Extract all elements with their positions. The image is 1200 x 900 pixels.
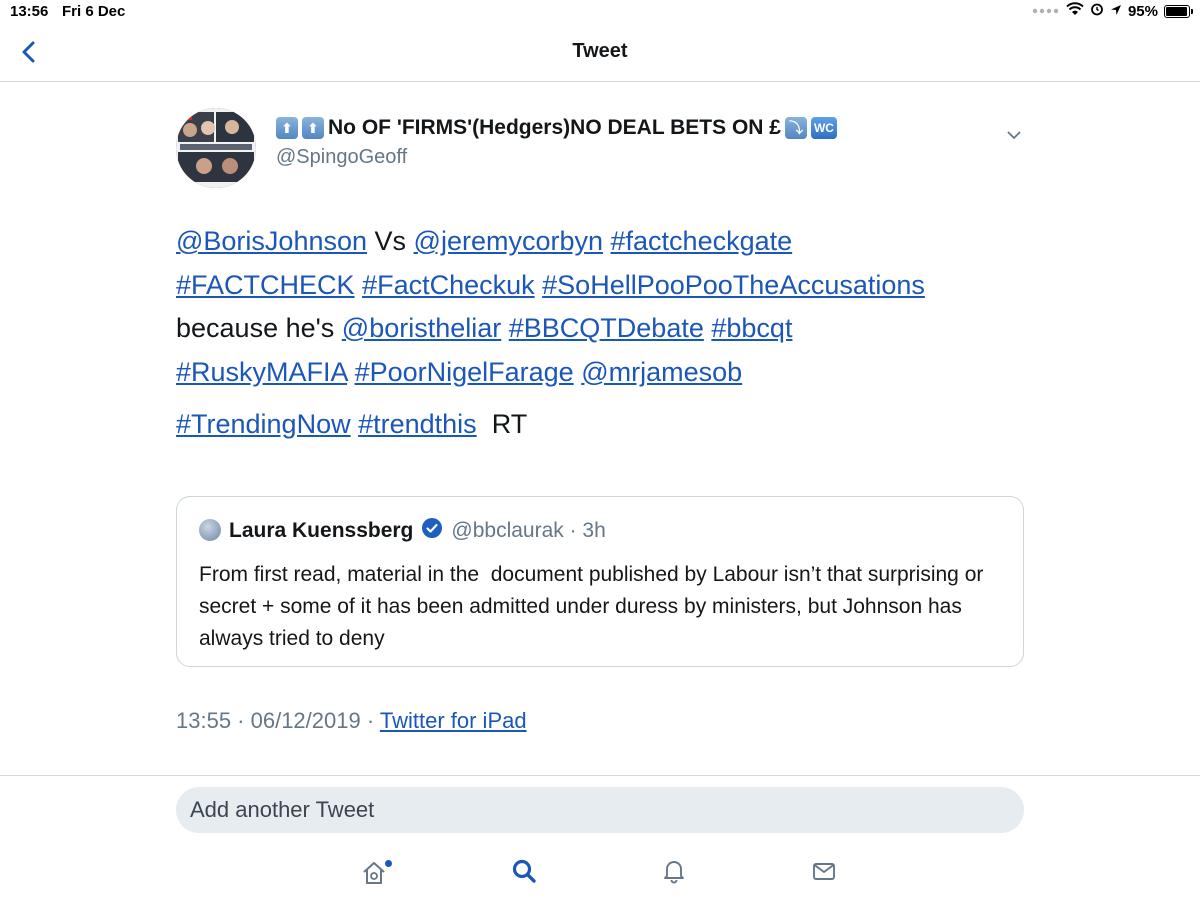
quoted-header <box>229 517 606 545</box>
tab-search[interactable] <box>506 855 542 891</box>
hashtag-link[interactable]: #bbcqt <box>711 313 793 343</box>
page-title: Tweet <box>572 40 628 62</box>
hashtag-link[interactable]: #BBCQTDebate <box>508 313 704 343</box>
notifications-icon <box>661 858 687 889</box>
status-indicators <box>1032 2 1190 20</box>
search-icon <box>511 858 537 889</box>
tweet-meta <box>176 708 527 734</box>
up-arrow-emoji-icon: ⬆ <box>302 117 324 139</box>
hashtag-link[interactable]: #trendthis <box>358 409 477 439</box>
messages-icon <box>811 858 837 889</box>
tweet-timestamp: 13:55 · 06/12/2019 · <box>176 708 380 733</box>
wifi-icon <box>1066 2 1084 20</box>
down-arrow-emoji-icon: ⤵ <box>785 117 807 139</box>
alarm-icon <box>1090 2 1104 20</box>
tab-bar <box>0 845 1200 900</box>
tweet-text-fragment: because he's <box>176 313 342 343</box>
tweet-line <box>176 403 1026 447</box>
display-name-text: No OF 'FIRMS'(Hedgers)NO DEAL BETS ON £ <box>328 116 781 139</box>
mention-link[interactable]: @boristheliar <box>341 313 502 343</box>
status-time: 13:56 <box>10 3 49 20</box>
tab-home[interactable] <box>356 855 392 891</box>
tweet-line <box>176 264 1026 308</box>
display-name[interactable] <box>276 116 837 140</box>
up-arrow-emoji-icon: ⬆ <box>276 117 298 139</box>
quoted-handle-time: @bbclaurak · 3h <box>451 519 606 542</box>
tweet-text-fragment: RT <box>476 409 528 439</box>
wc-emoji-icon: WC <box>811 117 837 139</box>
mention-link[interactable]: @BorisJohnson <box>176 226 368 256</box>
status-bar <box>0 0 1200 26</box>
battery-icon <box>1164 5 1190 18</box>
quoted-avatar <box>199 519 221 541</box>
nav-bar <box>0 26 1200 82</box>
tweet-line <box>176 307 1026 351</box>
tweet-line <box>176 220 1026 264</box>
quoted-name: Laura Kuenssberg <box>229 519 414 542</box>
hashtag-link[interactable]: #RuskyMAFIA <box>176 356 348 387</box>
hashtag-link[interactable]: #TrendingNow <box>176 409 351 439</box>
avatar[interactable] <box>176 108 256 188</box>
hashtag-link[interactable]: #factcheckgate <box>610 226 793 256</box>
home-icon <box>361 860 387 886</box>
hashtag-link[interactable]: #FactCheckuk <box>362 269 535 300</box>
verified-badge-icon <box>421 517 443 545</box>
hashtag-link[interactable]: #SoHellPooPooTheAccusations <box>542 269 925 300</box>
more-options-button[interactable] <box>1002 124 1026 148</box>
location-icon <box>1110 3 1122 20</box>
hashtag-link[interactable]: #FACTCHECK <box>176 269 355 300</box>
battery-fill <box>1166 7 1187 16</box>
new-content-dot <box>385 860 392 867</box>
hashtag-link[interactable]: #PoorNigelFarage <box>354 356 574 387</box>
tab-notifications[interactable] <box>656 855 692 891</box>
source-link[interactable]: Twitter for iPad <box>379 708 527 733</box>
mention-link[interactable]: @mrjamesob <box>581 356 743 387</box>
tweet-text <box>176 220 1026 447</box>
quoted-text: From first read, material in the document published by Labour isn’t that surprising or secret + some of it has been admitted under duress by ministers, but Johnson has always tried to deny <box>199 563 990 650</box>
divider <box>0 775 1200 776</box>
tab-messages[interactable] <box>806 855 842 891</box>
mention-link[interactable]: @jeremycorbyn <box>413 226 603 256</box>
chevron-down-icon <box>1007 127 1021 145</box>
user-handle[interactable]: @SpingoGeoff <box>276 146 408 168</box>
signal-dots-icon <box>1032 3 1060 20</box>
battery-percent: 95% <box>1127 2 1158 20</box>
quoted-tweet[interactable] <box>176 496 1024 667</box>
reply-compose-input[interactable] <box>176 787 1024 833</box>
tweet-text-fragment: Vs <box>367 226 414 256</box>
tweet-line <box>176 351 1026 395</box>
status-date: Fri 6 Dec <box>62 3 126 20</box>
